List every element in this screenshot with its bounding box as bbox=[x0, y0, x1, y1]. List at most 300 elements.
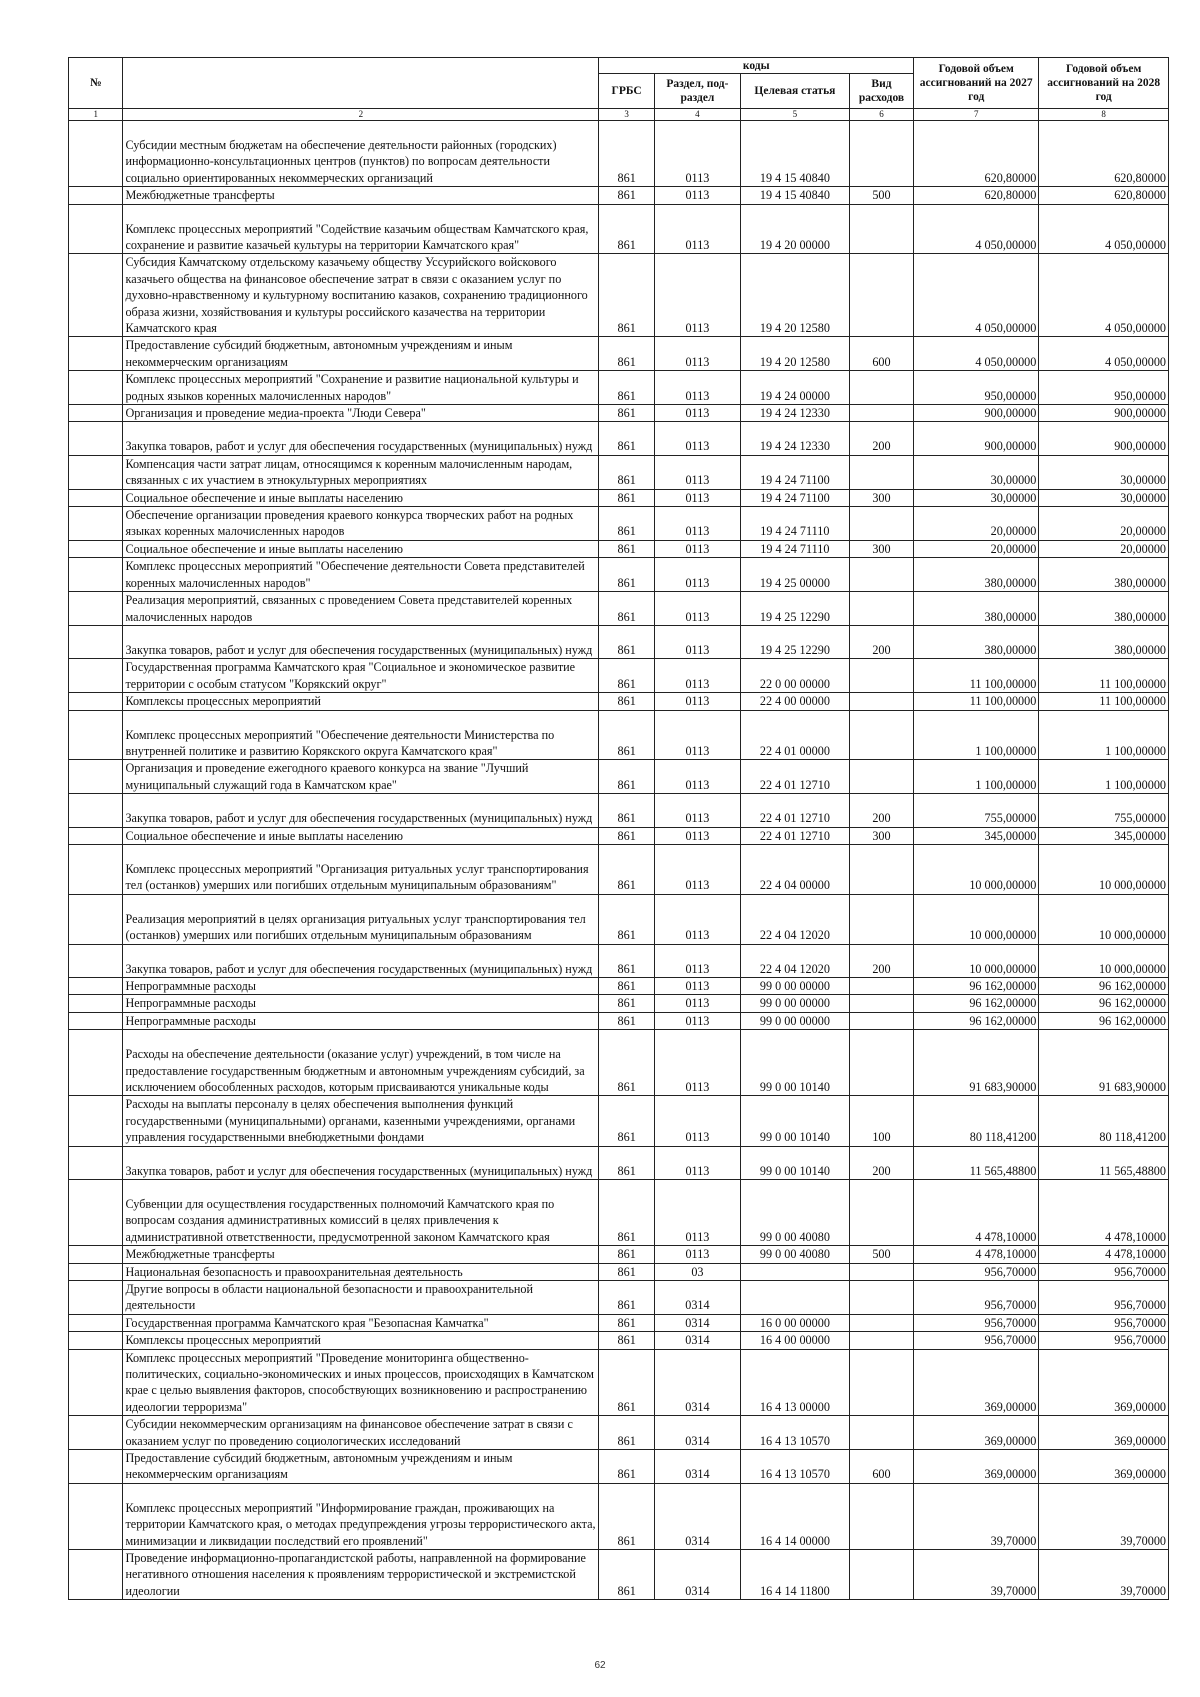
row-value-2027: 956,70000 bbox=[914, 1332, 1039, 1349]
table-row bbox=[69, 794, 1169, 827]
row-value-2028: 10 000,00000 bbox=[1039, 844, 1169, 894]
table-row bbox=[69, 894, 1169, 944]
column-number: 1 bbox=[69, 109, 123, 121]
row-value-2028: 11 565,48800 bbox=[1039, 1146, 1169, 1179]
row-grbs: 861 bbox=[599, 977, 655, 994]
col-header-name bbox=[123, 58, 599, 109]
row-vid bbox=[849, 121, 913, 187]
row-grbs: 861 bbox=[599, 1349, 655, 1416]
row-value-2027: 4 050,00000 bbox=[914, 337, 1039, 371]
row-grbs: 861 bbox=[599, 693, 655, 710]
row-value-2028: 620,80000 bbox=[1039, 121, 1169, 187]
row-celevaya: 22 4 04 12020 bbox=[740, 894, 849, 944]
table-row bbox=[69, 1030, 1169, 1096]
row-name: Предоставление субсидий бюджетным, автономным учреждениям и иным некоммерческим организациям bbox=[123, 1449, 599, 1483]
row-razdel: 0113 bbox=[654, 121, 740, 187]
row-vid: 200 bbox=[849, 794, 913, 827]
row-value-2027: 4 478,10000 bbox=[914, 1246, 1039, 1263]
row-value-2027: 755,00000 bbox=[914, 794, 1039, 827]
row-name: Комплекс процессных мероприятий "Сохранение и развитие национальной культуры и родных языков коренных малочисленных народов" bbox=[123, 371, 599, 405]
row-vid: 300 bbox=[849, 489, 913, 506]
column-number: 5 bbox=[740, 109, 849, 121]
row-vid bbox=[849, 1549, 913, 1599]
row-razdel: 0113 bbox=[654, 659, 740, 693]
row-razdel: 0314 bbox=[654, 1314, 740, 1331]
row-value-2028: 900,00000 bbox=[1039, 405, 1169, 422]
row-value-2027: 380,00000 bbox=[914, 592, 1039, 626]
row-celevaya: 19 4 15 40840 bbox=[740, 187, 849, 204]
row-grbs: 861 bbox=[599, 1263, 655, 1280]
row-razdel: 0314 bbox=[654, 1280, 740, 1314]
row-value-2028: 96 162,00000 bbox=[1039, 1012, 1169, 1029]
num-cell bbox=[69, 1314, 123, 1331]
row-celevaya: 22 4 04 12020 bbox=[740, 944, 849, 977]
row-name: Социальное обеспечение и иные выплаты населению bbox=[123, 489, 599, 506]
row-value-2028: 39,70000 bbox=[1039, 1549, 1169, 1599]
budget-table bbox=[68, 57, 1169, 1600]
num-cell bbox=[69, 1030, 123, 1096]
row-celevaya: 99 0 00 10140 bbox=[740, 1030, 849, 1096]
row-vid bbox=[849, 760, 913, 794]
row-vid bbox=[849, 592, 913, 626]
row-grbs: 861 bbox=[599, 422, 655, 455]
num-cell bbox=[69, 710, 123, 760]
row-razdel: 0113 bbox=[654, 794, 740, 827]
row-grbs: 861 bbox=[599, 1314, 655, 1331]
row-value-2028: 1 100,00000 bbox=[1039, 710, 1169, 760]
row-name: Комплекс процессных мероприятий "Проведение мониторинга общественно-политических, социально-экономических и иных процессов, происходящих в Камчатском крае с целью выявления факторов, способствующих возникновению и распространению идеологии терроризма" bbox=[123, 1349, 599, 1416]
row-value-2028: 11 100,00000 bbox=[1039, 659, 1169, 693]
row-razdel: 0113 bbox=[654, 827, 740, 844]
row-value-2027: 39,70000 bbox=[914, 1549, 1039, 1599]
row-vid: 200 bbox=[849, 944, 913, 977]
table-row bbox=[69, 1449, 1169, 1483]
num-cell bbox=[69, 1012, 123, 1029]
row-grbs: 861 bbox=[599, 254, 655, 337]
row-value-2027: 11 100,00000 bbox=[914, 659, 1039, 693]
row-name: Закупка товаров, работ и услуг для обеспечения государственных (муниципальных) нужд bbox=[123, 422, 599, 455]
row-celevaya: 19 4 25 12290 bbox=[740, 592, 849, 626]
row-celevaya: 22 0 00 00000 bbox=[740, 659, 849, 693]
num-cell bbox=[69, 827, 123, 844]
row-value-2027: 4 050,00000 bbox=[914, 204, 1039, 254]
row-value-2028: 956,70000 bbox=[1039, 1332, 1169, 1349]
row-value-2028: 956,70000 bbox=[1039, 1263, 1169, 1280]
row-razdel: 0113 bbox=[654, 693, 740, 710]
row-grbs: 861 bbox=[599, 489, 655, 506]
row-value-2028: 369,00000 bbox=[1039, 1416, 1169, 1450]
row-celevaya: 22 4 04 00000 bbox=[740, 844, 849, 894]
row-celevaya: 22 4 01 12710 bbox=[740, 827, 849, 844]
row-razdel: 0113 bbox=[654, 625, 740, 658]
row-razdel: 0314 bbox=[654, 1416, 740, 1450]
col-header-num: № bbox=[69, 58, 123, 109]
row-grbs: 861 bbox=[599, 1416, 655, 1450]
row-vid: 500 bbox=[849, 187, 913, 204]
row-value-2027: 20,00000 bbox=[914, 540, 1039, 557]
row-value-2027: 91 683,90000 bbox=[914, 1030, 1039, 1096]
col-header-2028: Годовой объем ассигнований на 2028 год bbox=[1039, 58, 1169, 109]
table-row bbox=[69, 507, 1169, 541]
row-razdel: 0113 bbox=[654, 844, 740, 894]
row-vid bbox=[849, 507, 913, 541]
table-row bbox=[69, 371, 1169, 405]
row-grbs: 861 bbox=[599, 187, 655, 204]
row-value-2027: 956,70000 bbox=[914, 1280, 1039, 1314]
row-value-2027: 4 478,10000 bbox=[914, 1179, 1039, 1245]
table-row bbox=[69, 625, 1169, 658]
row-grbs: 861 bbox=[599, 1246, 655, 1263]
row-value-2027: 30,00000 bbox=[914, 455, 1039, 489]
row-grbs: 861 bbox=[599, 121, 655, 187]
row-grbs: 861 bbox=[599, 507, 655, 541]
row-razdel: 0113 bbox=[654, 995, 740, 1012]
row-celevaya: 99 0 00 10140 bbox=[740, 1146, 849, 1179]
row-celevaya: 19 4 24 71100 bbox=[740, 455, 849, 489]
row-celevaya: 22 4 01 00000 bbox=[740, 710, 849, 760]
num-cell bbox=[69, 540, 123, 557]
num-cell bbox=[69, 894, 123, 944]
table-row bbox=[69, 659, 1169, 693]
row-razdel: 0113 bbox=[654, 1012, 740, 1029]
row-razdel: 0314 bbox=[654, 1349, 740, 1416]
num-cell bbox=[69, 1549, 123, 1599]
row-celevaya: 19 4 24 00000 bbox=[740, 371, 849, 405]
row-name: Расходы на обеспечение деятельности (оказание услуг) учреждений, в том числе на предоставление государственным бюджетным и автономным учреждениям субсидий, за исключением обособленных расходов, которым присваиваются уникальные коды bbox=[123, 1030, 599, 1096]
row-razdel: 0314 bbox=[654, 1332, 740, 1349]
row-grbs: 861 bbox=[599, 760, 655, 794]
row-razdel: 0113 bbox=[654, 1179, 740, 1245]
row-celevaya: 99 0 00 00000 bbox=[740, 977, 849, 994]
table-row bbox=[69, 1332, 1169, 1349]
column-number: 7 bbox=[914, 109, 1039, 121]
row-value-2028: 950,00000 bbox=[1039, 371, 1169, 405]
row-vid bbox=[849, 1349, 913, 1416]
num-cell bbox=[69, 558, 123, 592]
row-name: Закупка товаров, работ и услуг для обеспечения государственных (муниципальных) нужд bbox=[123, 1146, 599, 1179]
row-celevaya: 16 0 00 00000 bbox=[740, 1314, 849, 1331]
row-value-2027: 620,80000 bbox=[914, 121, 1039, 187]
num-cell bbox=[69, 1263, 123, 1280]
table-row bbox=[69, 592, 1169, 626]
column-number: 4 bbox=[654, 109, 740, 121]
row-celevaya: 99 0 00 40080 bbox=[740, 1179, 849, 1245]
row-name: Обеспечение организации проведения краевого конкурса творческих работ на родных языках коренных малочисленных народов bbox=[123, 507, 599, 541]
num-cell bbox=[69, 659, 123, 693]
row-value-2027: 380,00000 bbox=[914, 625, 1039, 658]
num-cell bbox=[69, 944, 123, 977]
row-name: Субвенции для осуществления государственных полномочий Камчатского края по вопросам создания административных комиссий в целях привлечения к административной ответственности, предусмотренной законом Камчатского края bbox=[123, 1179, 599, 1245]
num-cell bbox=[69, 1483, 123, 1549]
row-grbs: 861 bbox=[599, 1483, 655, 1549]
row-name: Комплексы процессных мероприятий bbox=[123, 1332, 599, 1349]
row-vid: 300 bbox=[849, 540, 913, 557]
table-row bbox=[69, 1246, 1169, 1263]
column-number: 2 bbox=[123, 109, 599, 121]
row-grbs: 861 bbox=[599, 659, 655, 693]
table-row bbox=[69, 405, 1169, 422]
row-value-2027: 10 000,00000 bbox=[914, 944, 1039, 977]
row-celevaya: 99 0 00 00000 bbox=[740, 995, 849, 1012]
row-grbs: 861 bbox=[599, 371, 655, 405]
row-name: Другие вопросы в области национальной безопасности и правоохранительной деятельности bbox=[123, 1280, 599, 1314]
row-razdel: 0314 bbox=[654, 1449, 740, 1483]
row-vid: 200 bbox=[849, 625, 913, 658]
row-grbs: 861 bbox=[599, 455, 655, 489]
row-celevaya: 16 4 00 00000 bbox=[740, 1332, 849, 1349]
row-grbs: 861 bbox=[599, 405, 655, 422]
row-celevaya: 99 0 00 40080 bbox=[740, 1246, 849, 1263]
page-number: 62 bbox=[594, 1660, 606, 1671]
row-value-2028: 80 118,41200 bbox=[1039, 1096, 1169, 1146]
row-value-2027: 380,00000 bbox=[914, 558, 1039, 592]
column-numbers-row bbox=[69, 109, 1169, 121]
row-razdel: 0314 bbox=[654, 1483, 740, 1549]
row-grbs: 861 bbox=[599, 944, 655, 977]
table-row bbox=[69, 1263, 1169, 1280]
row-razdel: 0113 bbox=[654, 337, 740, 371]
row-grbs: 861 bbox=[599, 540, 655, 557]
row-name: Комплекс процессных мероприятий "Организация ритуальных услуг транспортирования тел (останков) умерших или погибших отдельным муниципальным образованиям" bbox=[123, 844, 599, 894]
row-vid bbox=[849, 844, 913, 894]
row-grbs: 861 bbox=[599, 894, 655, 944]
table-row bbox=[69, 944, 1169, 977]
row-celevaya bbox=[740, 1280, 849, 1314]
row-name: Непрограммные расходы bbox=[123, 1012, 599, 1029]
row-name: Комплексы процессных мероприятий bbox=[123, 693, 599, 710]
row-celevaya: 19 4 20 00000 bbox=[740, 204, 849, 254]
row-name: Закупка товаров, работ и услуг для обеспечения государственных (муниципальных) нужд bbox=[123, 794, 599, 827]
row-celevaya: 99 0 00 00000 bbox=[740, 1012, 849, 1029]
row-name: Компенсация части затрат лицам, относящимся к коренным малочисленным народам, связанных с их участием в этнокультурных мероприятиях bbox=[123, 455, 599, 489]
row-razdel: 0113 bbox=[654, 422, 740, 455]
row-razdel: 0113 bbox=[654, 187, 740, 204]
row-vid bbox=[849, 371, 913, 405]
row-name: Организация и проведение медиа-проекта "Люди Севера" bbox=[123, 405, 599, 422]
row-value-2027: 345,00000 bbox=[914, 827, 1039, 844]
row-vid bbox=[849, 693, 913, 710]
table-row bbox=[69, 1012, 1169, 1029]
row-grbs: 861 bbox=[599, 1280, 655, 1314]
row-vid: 500 bbox=[849, 1246, 913, 1263]
num-cell bbox=[69, 187, 123, 204]
row-name: Проведение информационно-пропагандистской работы, направленной на формирование негативного отношения населения к проявлениям террористической и экстремистской идеологии bbox=[123, 1549, 599, 1599]
row-razdel: 0113 bbox=[654, 710, 740, 760]
row-name: Комплекс процессных мероприятий "Содействие казачьим обществам Камчатского края, сохранение и развитие казачьей культуры на территории Камчатского края" bbox=[123, 204, 599, 254]
row-celevaya: 16 4 13 10570 bbox=[740, 1449, 849, 1483]
table-row bbox=[69, 455, 1169, 489]
row-grbs: 861 bbox=[599, 1096, 655, 1146]
row-name: Закупка товаров, работ и услуг для обеспечения государственных (муниципальных) нужд bbox=[123, 944, 599, 977]
row-name: Государственная программа Камчатского края "Социальное и экономическое развитие территории с особым статусом "Корякский округ" bbox=[123, 659, 599, 693]
num-cell bbox=[69, 1449, 123, 1483]
row-name: Предоставление субсидий бюджетным, автономным учреждениям и иным некоммерческим организациям bbox=[123, 337, 599, 371]
row-value-2028: 4 478,10000 bbox=[1039, 1179, 1169, 1245]
row-name: Комплекс процессных мероприятий "Информирование граждан, проживающих на территории Камчатского края, о методах предупреждения угрозы террористического акта, минимизации и ликвидации последствий его проявлений" bbox=[123, 1483, 599, 1549]
row-value-2027: 1 100,00000 bbox=[914, 710, 1039, 760]
row-vid bbox=[849, 1314, 913, 1331]
row-vid: 600 bbox=[849, 337, 913, 371]
row-value-2028: 620,80000 bbox=[1039, 187, 1169, 204]
row-value-2028: 4 478,10000 bbox=[1039, 1246, 1169, 1263]
column-number: 8 bbox=[1039, 109, 1169, 121]
table-row bbox=[69, 1483, 1169, 1549]
row-name: Субсидии некоммерческим организациям на финансовое обеспечение затрат в связи с оказанием услуг по проведению социологических исследований bbox=[123, 1416, 599, 1450]
row-grbs: 861 bbox=[599, 1012, 655, 1029]
row-razdel: 0113 bbox=[654, 1030, 740, 1096]
row-vid bbox=[849, 1012, 913, 1029]
column-number: 3 bbox=[599, 109, 655, 121]
col-header-codes: коды bbox=[599, 58, 914, 74]
row-value-2028: 96 162,00000 bbox=[1039, 995, 1169, 1012]
row-razdel: 0113 bbox=[654, 1146, 740, 1179]
row-vid bbox=[849, 894, 913, 944]
row-vid bbox=[849, 1332, 913, 1349]
table-row bbox=[69, 977, 1169, 994]
col-header-vid: Вид расходов bbox=[849, 74, 913, 109]
row-grbs: 861 bbox=[599, 710, 655, 760]
row-value-2028: 96 162,00000 bbox=[1039, 977, 1169, 994]
num-cell bbox=[69, 121, 123, 187]
table-row bbox=[69, 204, 1169, 254]
table-row bbox=[69, 254, 1169, 337]
num-cell bbox=[69, 1349, 123, 1416]
row-celevaya: 16 4 13 10570 bbox=[740, 1416, 849, 1450]
table-row bbox=[69, 710, 1169, 760]
num-cell bbox=[69, 1332, 123, 1349]
row-name: Непрограммные расходы bbox=[123, 995, 599, 1012]
table-row bbox=[69, 1280, 1169, 1314]
row-vid bbox=[849, 995, 913, 1012]
row-value-2028: 10 000,00000 bbox=[1039, 944, 1169, 977]
row-name: Социальное обеспечение и иные выплаты населению bbox=[123, 540, 599, 557]
row-grbs: 861 bbox=[599, 827, 655, 844]
budget-table-sheet bbox=[68, 57, 1169, 1600]
row-vid bbox=[849, 977, 913, 994]
table-row bbox=[69, 489, 1169, 506]
row-name: Организация и проведение ежегодного краевого конкурса на звание "Лучший муниципальный служащий года в Камчатском крае" bbox=[123, 760, 599, 794]
row-razdel: 0113 bbox=[654, 894, 740, 944]
row-value-2027: 96 162,00000 bbox=[914, 1012, 1039, 1029]
row-name: Социальное обеспечение и иные выплаты населению bbox=[123, 827, 599, 844]
row-vid bbox=[849, 1263, 913, 1280]
row-name: Реализация мероприятий, связанных с проведением Совета представителей коренных малочисленных народов bbox=[123, 592, 599, 626]
column-number: 6 bbox=[849, 109, 913, 121]
row-name: Непрограммные расходы bbox=[123, 977, 599, 994]
row-value-2027: 11 565,48800 bbox=[914, 1146, 1039, 1179]
row-razdel: 0113 bbox=[654, 558, 740, 592]
row-razdel: 0113 bbox=[654, 1246, 740, 1263]
row-value-2028: 30,00000 bbox=[1039, 489, 1169, 506]
row-name: Субсидии местным бюджетам на обеспечение деятельности районных (городских) информационно-консультационных центров (пунктов) по вопросам деятельности социально ориентированных некоммерческих организаций bbox=[123, 121, 599, 187]
row-value-2028: 1 100,00000 bbox=[1039, 760, 1169, 794]
row-grbs: 861 bbox=[599, 625, 655, 658]
row-vid: 200 bbox=[849, 1146, 913, 1179]
num-cell bbox=[69, 337, 123, 371]
table-row bbox=[69, 1146, 1169, 1179]
row-celevaya: 19 4 24 71100 bbox=[740, 489, 849, 506]
num-cell bbox=[69, 977, 123, 994]
row-value-2028: 10 000,00000 bbox=[1039, 894, 1169, 944]
row-vid: 600 bbox=[849, 1449, 913, 1483]
row-value-2027: 10 000,00000 bbox=[914, 894, 1039, 944]
row-celevaya: 22 4 01 12710 bbox=[740, 760, 849, 794]
row-value-2028: 4 050,00000 bbox=[1039, 254, 1169, 337]
row-grbs: 861 bbox=[599, 558, 655, 592]
row-value-2028: 20,00000 bbox=[1039, 540, 1169, 557]
row-value-2028: 39,70000 bbox=[1039, 1483, 1169, 1549]
row-name: Межбюджетные трансферты bbox=[123, 187, 599, 204]
row-value-2027: 900,00000 bbox=[914, 405, 1039, 422]
num-cell bbox=[69, 405, 123, 422]
row-vid bbox=[849, 1030, 913, 1096]
row-vid bbox=[849, 1483, 913, 1549]
row-grbs: 861 bbox=[599, 337, 655, 371]
row-razdel: 0113 bbox=[654, 405, 740, 422]
row-celevaya: 19 4 24 71110 bbox=[740, 507, 849, 541]
row-grbs: 861 bbox=[599, 1332, 655, 1349]
row-grbs: 861 bbox=[599, 1449, 655, 1483]
row-value-2027: 96 162,00000 bbox=[914, 977, 1039, 994]
row-vid bbox=[849, 204, 913, 254]
row-celevaya: 22 4 00 00000 bbox=[740, 693, 849, 710]
num-cell bbox=[69, 455, 123, 489]
row-vid bbox=[849, 1179, 913, 1245]
row-value-2027: 956,70000 bbox=[914, 1263, 1039, 1280]
table-row bbox=[69, 540, 1169, 557]
row-vid bbox=[849, 1416, 913, 1450]
row-name: Национальная безопасность и правоохранительная деятельность bbox=[123, 1263, 599, 1280]
row-value-2028: 900,00000 bbox=[1039, 422, 1169, 455]
row-name: Закупка товаров, работ и услуг для обеспечения государственных (муниципальных) нужд bbox=[123, 625, 599, 658]
row-value-2028: 755,00000 bbox=[1039, 794, 1169, 827]
row-value-2028: 369,00000 bbox=[1039, 1349, 1169, 1416]
num-cell bbox=[69, 254, 123, 337]
table-row bbox=[69, 121, 1169, 187]
num-cell bbox=[69, 844, 123, 894]
row-value-2027: 20,00000 bbox=[914, 507, 1039, 541]
row-value-2027: 620,80000 bbox=[914, 187, 1039, 204]
row-name: Комплекс процессных мероприятий "Обеспечение деятельности Министерства по внутренней политике и развитию Корякского округа Камчатского края" bbox=[123, 710, 599, 760]
row-value-2027: 4 050,00000 bbox=[914, 254, 1039, 337]
row-value-2028: 345,00000 bbox=[1039, 827, 1169, 844]
row-razdel: 0113 bbox=[654, 489, 740, 506]
num-cell bbox=[69, 794, 123, 827]
num-cell bbox=[69, 422, 123, 455]
num-cell bbox=[69, 1416, 123, 1450]
num-cell bbox=[69, 1179, 123, 1245]
table-row bbox=[69, 337, 1169, 371]
row-value-2027: 369,00000 bbox=[914, 1416, 1039, 1450]
row-value-2028: 380,00000 bbox=[1039, 625, 1169, 658]
col-header-grbs: ГРБС bbox=[599, 74, 655, 109]
table-body bbox=[69, 121, 1169, 1600]
row-vid: 200 bbox=[849, 422, 913, 455]
num-cell bbox=[69, 592, 123, 626]
row-value-2027: 956,70000 bbox=[914, 1314, 1039, 1331]
num-cell bbox=[69, 1246, 123, 1263]
num-cell bbox=[69, 693, 123, 710]
row-vid bbox=[849, 710, 913, 760]
table-row bbox=[69, 558, 1169, 592]
row-grbs: 861 bbox=[599, 794, 655, 827]
table-row bbox=[69, 1179, 1169, 1245]
row-celevaya: 19 4 25 12290 bbox=[740, 625, 849, 658]
row-celevaya: 19 4 15 40840 bbox=[740, 121, 849, 187]
row-razdel: 0113 bbox=[654, 507, 740, 541]
table-row bbox=[69, 844, 1169, 894]
row-vid bbox=[849, 405, 913, 422]
